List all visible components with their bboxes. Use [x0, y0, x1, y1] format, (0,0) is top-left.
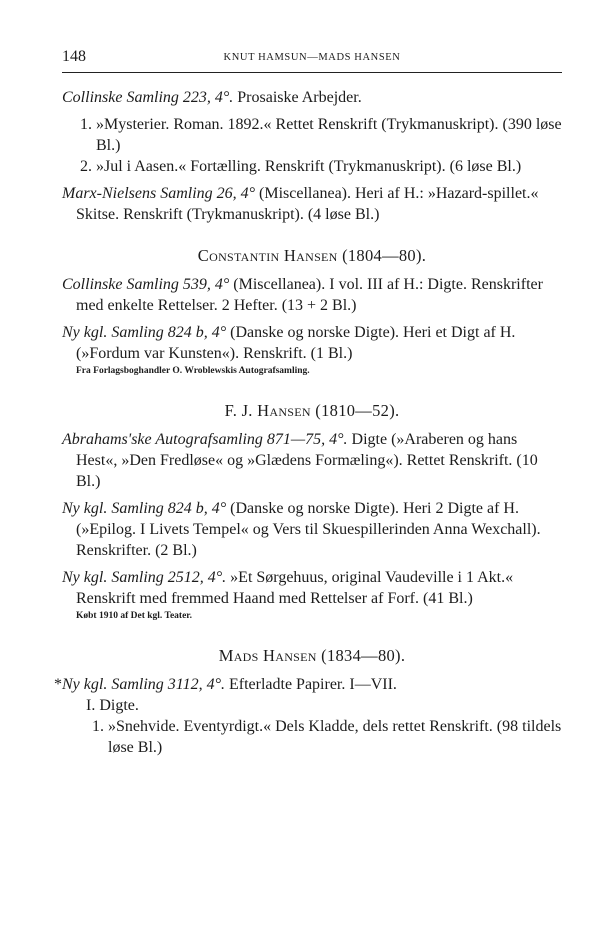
- entry-text: Efterladte Papirer. I—VII.: [224, 676, 397, 693]
- author-heading: F. J. Hansen (1810—52).: [224, 401, 400, 420]
- entry-text: Digte (»Araberen og hans Hest«, »Den Fredløse« og »Glædens Formæling«). Rettet Renskrift. (10 Bl.): [76, 431, 538, 490]
- provenance-note: Købt 1910 af Det kgl. Teater.: [76, 611, 193, 621]
- catalog-entry: [62, 87, 562, 108]
- entry-item: 1. »Mysterier. Roman. 1892.« Rettet Renskrift (Trykmanuskript). (390 løse Bl.): [80, 116, 562, 154]
- entry-text: (Miscellanea). Heri af H.: »Hazard-spillet.« Skitse. Renskrift (Trykmanuskript). (4 løse Bl.): [76, 185, 539, 223]
- section-group-label: I. Digte.: [86, 697, 139, 714]
- entry-text: »Et Sørgehuus, original Vaudeville i 1 Akt.« Renskrift med fremmed Haand med Rettelser af Forf. (41 Bl.): [76, 569, 514, 607]
- catalog-entry: [62, 498, 562, 561]
- entry-item: 2. »Jul i Aasen.« Fortælling. Renskrift (Trykmanuskript). (6 løse Bl.): [80, 158, 522, 175]
- collection-name: Ny kgl. Samling 2512, 4°.: [62, 569, 227, 586]
- star-mark: *: [54, 676, 62, 693]
- catalog-entry: [62, 429, 562, 492]
- entry-text: (Danske og norske Digte). Heri et Digt af H. (»Fordum var Kunsten«). Renskrift. (1 Bl.): [76, 324, 516, 362]
- page-body: [54, 87, 562, 758]
- entry-text: (Danske og norske Digte). Heri 2 Digte af H. (»Epilog. I Livets Tempel« og Vers til Skuespillerinden Anna Wexchall). Renskrifter. (2 Bl.): [76, 500, 541, 559]
- collection-name: Marx-Nielsens Samling 26, 4°: [62, 185, 256, 202]
- collection-name: Collinske Samling 539, 4°: [62, 276, 230, 293]
- collection-name: Ny kgl. Samling 3112, 4°.: [62, 676, 225, 693]
- author-heading: Mads Hansen (1834—80).: [218, 646, 406, 665]
- catalog-entry: [62, 274, 562, 316]
- collection-name: Collinske Samling 223, 4°.: [62, 89, 234, 106]
- entry-text: (Miscellanea). I vol. III af H.: Digte. Renskrifter med enkelte Rettelser. 2 Hefter. (13 + 2 Bl.): [76, 276, 543, 314]
- page-number: 148: [62, 48, 86, 65]
- entry-item: 1. »Snehvide. Eventyrdigt.« Dels Kladde, dels rettet Renskrift. (98 tildels løse Bl.): [92, 718, 562, 756]
- catalog-entry: [62, 567, 562, 609]
- provenance-note: Fra Forlagsboghandler O. Wroblewskis Autografsamling.: [76, 366, 310, 376]
- collection-name: Ny kgl. Samling 824 b, 4°: [62, 500, 227, 517]
- entry-text: Prosaiske Arbejder.: [233, 89, 362, 106]
- page-header: [62, 48, 562, 73]
- catalog-entry: [62, 322, 562, 364]
- collection-name: Abrahams'ske Autografsamling 871—75, 4°.: [62, 431, 348, 448]
- running-head: KNUT HAMSUN—MADS HANSEN: [223, 52, 401, 63]
- author-heading: Constantin Hansen (1804—80).: [197, 246, 427, 265]
- catalog-entry: [62, 183, 562, 225]
- collection-name: Ny kgl. Samling 824 b, 4°: [62, 324, 227, 341]
- catalog-entry: [54, 674, 562, 695]
